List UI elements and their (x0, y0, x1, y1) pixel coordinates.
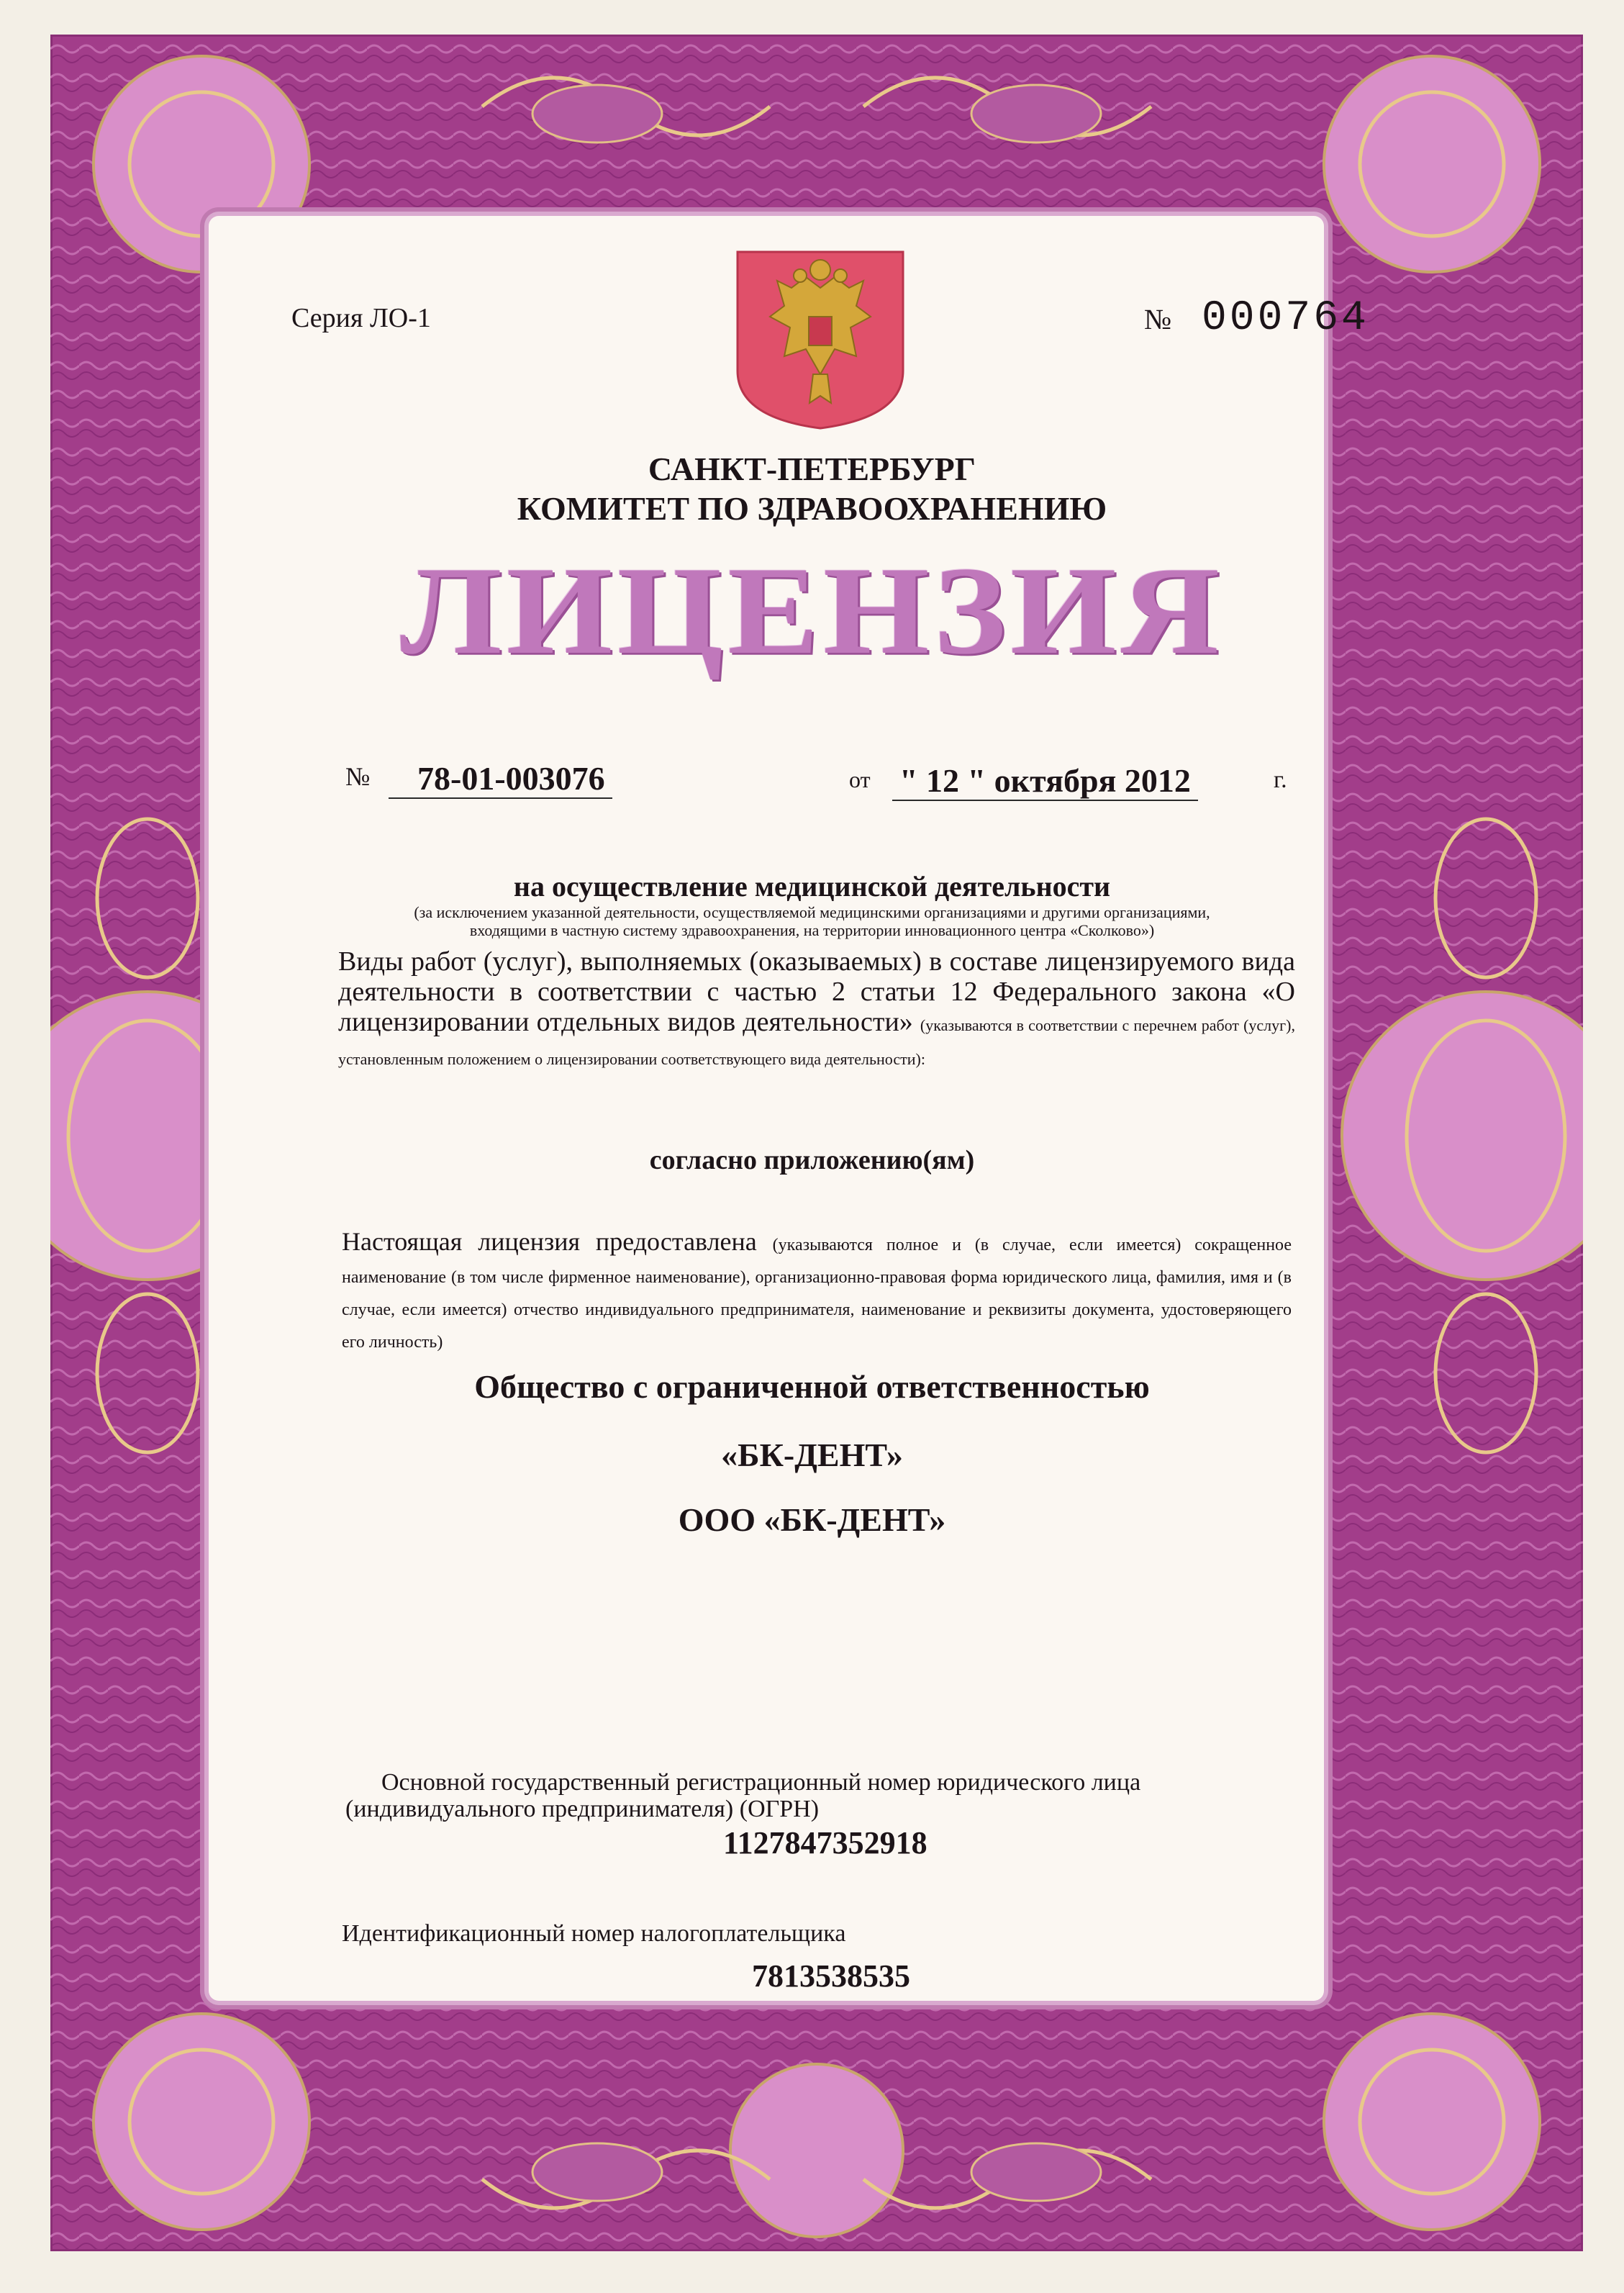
works-paragraph (338, 946, 1295, 1075)
grantee-paragraph (342, 1227, 1292, 1357)
license-number: 78-01-003076 (389, 759, 612, 799)
russian-coat-of-arms-icon (734, 248, 907, 432)
works-note: (указываются в соответствии с перечнем работ (услуг), установленным положением о лицензировании соответствующего вида деятельности): (338, 1016, 1296, 1068)
activity-note-line2: входящими в частную систему здравоохранения, на территории инновационного центра «Сколково») (469, 921, 1155, 939)
year-suffix: г. (1274, 766, 1287, 793)
organization-full-name-line2: «БК-ДЕНТ» (721, 1437, 903, 1473)
inn-label: Идентификационный номер налогоплательщика (342, 1920, 846, 1947)
activity-title: на осуществление медицинской деятельности (513, 870, 1111, 903)
organization-short-name: ООО «БК-ДЕНТ» (678, 1501, 946, 1538)
series-label: Серия ЛО-1 (291, 303, 431, 333)
license-number-label: № (345, 762, 371, 791)
organization-full-name-line1: Общество с ограниченной ответственностью (474, 1368, 1150, 1405)
ogrn-value: 1127847352918 (723, 1825, 927, 1860)
license-date-label: от (849, 766, 871, 792)
inn-value: 7813538535 (752, 1958, 910, 1994)
license-date: " 12 " октября 2012 (892, 761, 1198, 801)
activity-note-line1: (за исключением указанной деятельности, осуществляемой медицинскими организациями и другими организациями, (414, 903, 1210, 921)
works-text: Виды работ (услуг), выполняемых (оказываемых) в составе лицензируемого вида деятельности в соответствии с частью 2 статьи 12 Федерального закона «О лицензировании отдельных видов деятельности» (338, 946, 1295, 1037)
blank-number: 000764 (1202, 295, 1369, 342)
ogrn-label-line2: (индивидуального предпринимателя) (ОГРН) (345, 1796, 820, 1822)
issuer-city: САНКТ-ПЕТЕРБУРГ (648, 451, 976, 487)
ogrn-label-line1: Основной государственный регистрационный номер юридического лица (381, 1769, 1141, 1796)
grantee-note: (указываются полное и (в случае, если имеется) сокращенное наименование (в том числе фирменное наименование), организационно-правовая форма юридического лица, фамилия, имя и (в случае, если имеется) отчество индивидуального предпринимателя, наименование и реквизиты документа, удостоверяющего его личность) (342, 1236, 1292, 1352)
grantee-lead: Настоящая лицензия предоставлена (342, 1227, 757, 1256)
document-title: ЛИЦЕНЗИЯ (400, 541, 1224, 681)
according-to-appendix: согласно приложению(ям) (649, 1145, 975, 1175)
blank-number-label: № (1144, 303, 1172, 335)
issuer-committee: КОМИТЕТ ПО ЗДРАВООХРАНЕНИЮ (517, 490, 1107, 527)
